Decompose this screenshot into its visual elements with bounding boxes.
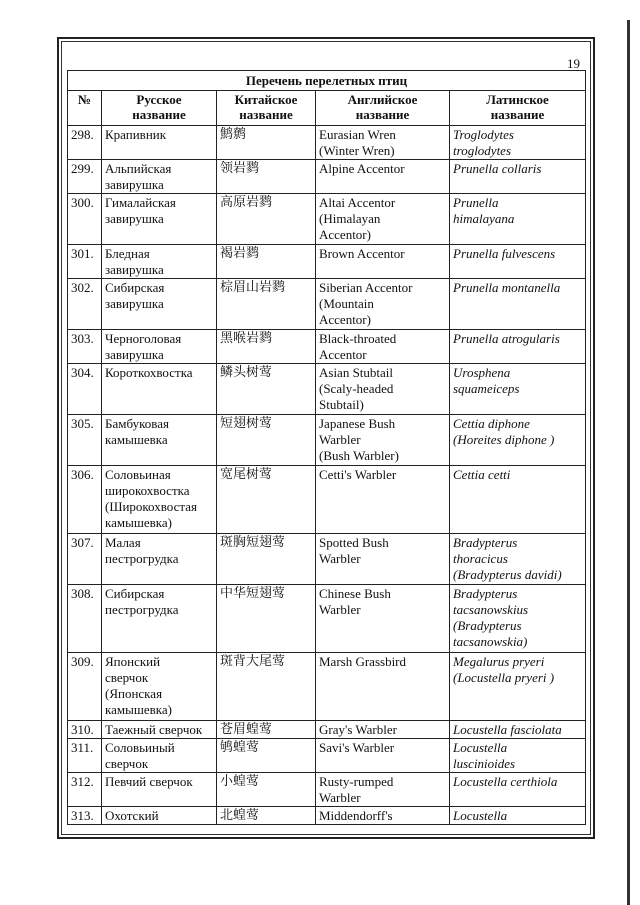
english-name: Middendorff's — [319, 808, 393, 823]
cell-chinese-name — [217, 807, 316, 825]
russian-name: Охотский — [105, 808, 159, 823]
chinese-name: 斑胸短翅莺 — [220, 535, 286, 550]
cell-number — [68, 279, 102, 330]
latin-name: squameiceps — [453, 381, 520, 396]
cell-english-name — [316, 330, 450, 364]
latin-name: Bradypterus — [453, 535, 518, 550]
chinese-name: 小蝗莺 — [220, 774, 260, 789]
chinese-name: 鳞头树莺 — [220, 365, 273, 380]
migratory-birds-table — [67, 70, 586, 825]
table-row — [68, 534, 586, 585]
english-name: Altai Accentor — [319, 195, 396, 210]
latin-name: Prunella collaris — [453, 161, 542, 176]
cell-russian-name — [102, 194, 217, 245]
cell-number — [68, 653, 102, 721]
chinese-name: 黑喉岩鹨 — [220, 331, 273, 346]
cell-russian-name — [102, 534, 217, 585]
cell-english-name — [316, 653, 450, 721]
row-number: 301. — [71, 246, 94, 261]
russian-name: Сибирская — [105, 280, 165, 295]
cell-number — [68, 194, 102, 245]
russian-name: Гималайская — [105, 195, 176, 210]
english-name: Eurasian Wren — [319, 127, 396, 142]
cell-latin-name — [450, 739, 586, 773]
cell-russian-name — [102, 126, 217, 160]
russian-name: Бледная — [105, 246, 150, 261]
russian-name: завирушка — [105, 296, 164, 311]
cell-english-name — [316, 773, 450, 807]
english-name: Alpine Accentor — [319, 161, 405, 176]
cell-chinese-name — [217, 126, 316, 160]
cell-russian-name — [102, 773, 217, 807]
cell-russian-name — [102, 653, 217, 721]
latin-name: Troglodytes — [453, 127, 514, 142]
chinese-name: 斑背大尾莺 — [220, 654, 286, 669]
cell-latin-name — [450, 415, 586, 466]
english-name: Siberian Accentor — [319, 280, 413, 295]
russian-name: Таежный сверчок — [105, 722, 203, 737]
header-la-line2: название — [490, 107, 545, 122]
cell-russian-name — [102, 585, 217, 653]
russian-name: Черноголовая — [105, 331, 182, 346]
russian-name: камышевка) — [105, 702, 172, 717]
cell-chinese-name — [217, 653, 316, 721]
english-name: Gray's Warbler — [319, 722, 397, 737]
table-row — [68, 330, 586, 364]
chinese-name: 宽尾树莺 — [220, 467, 273, 482]
chinese-name: 短翅树莺 — [220, 416, 273, 431]
russian-name: завирушка — [105, 211, 164, 226]
russian-name: завирушка — [105, 347, 164, 362]
cell-latin-name — [450, 194, 586, 245]
english-name: Spotted Bush — [319, 535, 389, 550]
latin-name: Bradypterus — [453, 586, 518, 601]
english-name: Warbler — [319, 432, 361, 447]
row-number: 311. — [71, 740, 94, 755]
header-en-line1: Английское — [347, 92, 418, 107]
english-name: Warbler — [319, 551, 361, 566]
cell-chinese-name — [217, 330, 316, 364]
chinese-name: 北蝗莺 — [220, 808, 260, 823]
english-name: Accentor — [319, 347, 367, 362]
cell-chinese-name — [217, 773, 316, 807]
cell-latin-name — [450, 585, 586, 653]
latin-name: Megalurus pryeri — [453, 654, 545, 669]
row-number: 310. — [71, 722, 94, 737]
russian-name: камышевка) — [105, 515, 172, 530]
russian-name: камышевка — [105, 432, 168, 447]
header-ru — [102, 91, 217, 126]
cell-russian-name — [102, 807, 217, 825]
cell-chinese-name — [217, 534, 316, 585]
cell-english-name — [316, 279, 450, 330]
cell-russian-name — [102, 160, 217, 194]
table-title-row — [68, 71, 586, 91]
russian-name: Малая — [105, 535, 141, 550]
page-edge-shadow — [627, 20, 630, 905]
cell-english-name — [316, 585, 450, 653]
russian-name: сверчок — [105, 756, 149, 771]
header-ru-line2: название — [132, 107, 186, 122]
cell-russian-name — [102, 415, 217, 466]
latin-name: troglodytes — [453, 143, 512, 158]
page-number: 19 — [567, 56, 580, 71]
table-row — [68, 653, 586, 721]
cell-latin-name — [450, 279, 586, 330]
cell-russian-name — [102, 245, 217, 279]
cell-number — [68, 364, 102, 415]
cell-chinese-name — [217, 245, 316, 279]
cell-chinese-name — [217, 364, 316, 415]
russian-name: сверчок — [105, 670, 149, 685]
row-number: 307. — [71, 535, 94, 550]
cell-number — [68, 126, 102, 160]
table-row — [68, 279, 586, 330]
russian-name: Певчий сверчок — [105, 774, 193, 789]
russian-name: Альпийская — [105, 161, 172, 176]
chinese-name: 鹪鹩 — [220, 127, 247, 142]
russian-name: Бамбуковая — [105, 416, 169, 431]
table-row — [68, 245, 586, 279]
table-row — [68, 739, 586, 773]
table-row — [68, 160, 586, 194]
latin-name: (Bradypterus — [453, 618, 522, 633]
russian-name: Соловьиный — [105, 740, 175, 755]
latin-name: Prunella — [453, 195, 499, 210]
cell-english-name — [316, 807, 450, 825]
header-ru-line1: Русское — [136, 92, 182, 107]
row-number: 308. — [71, 586, 94, 601]
chinese-name: 中华短翅莺 — [220, 586, 286, 601]
english-name: Chinese Bush — [319, 586, 391, 601]
english-name: Savi's Warbler — [319, 740, 395, 755]
latin-name: Locustella fasciolata — [453, 722, 562, 737]
english-name: Warbler — [319, 790, 361, 805]
chinese-name: 褐岩鹨 — [220, 246, 260, 261]
chinese-name: 苍眉蝗莺 — [220, 722, 273, 737]
cell-number — [68, 585, 102, 653]
table-row — [68, 807, 586, 825]
russian-name: широкохвостка — [105, 483, 190, 498]
cell-latin-name — [450, 721, 586, 739]
cell-english-name — [316, 194, 450, 245]
cell-latin-name — [450, 773, 586, 807]
table-header-row — [68, 91, 586, 126]
cell-number — [68, 415, 102, 466]
latin-name: (Locustella pryeri ) — [453, 670, 555, 685]
cell-latin-name — [450, 330, 586, 364]
cell-latin-name — [450, 245, 586, 279]
table-body — [68, 126, 586, 825]
cell-chinese-name — [217, 415, 316, 466]
row-number: 309. — [71, 654, 94, 669]
cell-english-name — [316, 160, 450, 194]
cell-number — [68, 160, 102, 194]
latin-name: Locustella certhiola — [453, 774, 558, 789]
cell-english-name — [316, 466, 450, 534]
header-num-label: № — [77, 92, 92, 107]
english-name: Brown Accentor — [319, 246, 405, 261]
cell-number — [68, 721, 102, 739]
english-name: Asian Stubtail — [319, 365, 394, 380]
header-zh-line2: название — [239, 107, 293, 122]
row-number: 304. — [71, 365, 94, 380]
header-zh — [217, 91, 316, 126]
latin-name: (Bradypterus davidi) — [453, 567, 562, 582]
row-number: 298. — [71, 127, 94, 142]
english-name: Marsh Grassbird — [319, 654, 407, 669]
chinese-name: 鸲蝗莺 — [220, 740, 260, 755]
english-name: (Himalayan — [319, 211, 381, 226]
header-la — [450, 91, 586, 126]
table-row — [68, 773, 586, 807]
cell-latin-name — [450, 466, 586, 534]
russian-name: завирушка — [105, 262, 164, 277]
cell-latin-name — [450, 126, 586, 160]
cell-russian-name — [102, 466, 217, 534]
english-name: Japanese Bush — [319, 416, 396, 431]
cell-chinese-name — [217, 585, 316, 653]
cell-english-name — [316, 126, 450, 160]
latin-name: tacsanowskius — [453, 602, 529, 617]
cell-latin-name — [450, 160, 586, 194]
cell-chinese-name — [217, 160, 316, 194]
row-number: 313. — [71, 808, 94, 823]
latin-name: tacsanowskia) — [453, 634, 528, 649]
russian-name: Короткохвостка — [105, 365, 193, 380]
latin-name: Prunella montanella — [453, 280, 561, 295]
cell-russian-name — [102, 364, 217, 415]
table-row — [68, 721, 586, 739]
cell-number — [68, 534, 102, 585]
latin-name: Prunella atrogularis — [453, 331, 560, 346]
latin-name: himalayana — [453, 211, 515, 226]
latin-name: Cettia diphone — [453, 416, 530, 431]
header-la-line1: Латинское — [486, 92, 549, 107]
english-name: (Mountain — [319, 296, 374, 311]
english-name: Warbler — [319, 602, 361, 617]
header-en — [316, 91, 450, 126]
russian-name: Соловьиная — [105, 467, 171, 482]
english-name: Accentor) — [319, 227, 371, 242]
cell-latin-name — [450, 807, 586, 825]
table-row — [68, 585, 586, 653]
latin-name: Locustella — [453, 740, 508, 755]
cell-number — [68, 330, 102, 364]
english-name: (Bush Warbler) — [319, 448, 399, 463]
cell-english-name — [316, 415, 450, 466]
latin-name: luscinioides — [453, 756, 516, 771]
cell-english-name — [316, 739, 450, 773]
cell-chinese-name — [217, 739, 316, 773]
header-zh-line1: Китайское — [234, 92, 298, 107]
cell-english-name — [316, 534, 450, 585]
header-en-line2: название — [355, 107, 410, 122]
cell-russian-name — [102, 739, 217, 773]
cell-number — [68, 739, 102, 773]
russian-name: (Широкохвостая — [105, 499, 197, 514]
cell-russian-name — [102, 330, 217, 364]
cell-chinese-name — [217, 721, 316, 739]
latin-name: Locustella — [453, 808, 508, 823]
cell-latin-name — [450, 653, 586, 721]
english-name: Rusty-rumped — [319, 774, 394, 789]
russian-name: завирушка — [105, 177, 164, 192]
table-title: Перечень перелетных птиц — [68, 71, 586, 91]
cell-number — [68, 807, 102, 825]
cell-english-name — [316, 364, 450, 415]
header-num — [68, 91, 102, 126]
row-number: 312. — [71, 774, 94, 789]
cell-chinese-name — [217, 466, 316, 534]
latin-name: thoracicus — [453, 551, 508, 566]
chinese-name: 高原岩鹨 — [220, 195, 273, 210]
row-number: 303. — [71, 331, 94, 346]
cell-chinese-name — [217, 194, 316, 245]
english-name: (Winter Wren) — [319, 143, 395, 158]
english-name: Black-throated — [319, 331, 397, 346]
chinese-name: 棕眉山岩鹨 — [220, 280, 286, 295]
row-number: 305. — [71, 416, 94, 431]
cell-russian-name — [102, 279, 217, 330]
cell-number — [68, 773, 102, 807]
russian-name: пестрогрудка — [105, 551, 179, 566]
russian-name: Японский — [105, 654, 161, 669]
chinese-name: 领岩鹨 — [220, 161, 260, 176]
russian-name: (Японская — [105, 686, 163, 701]
row-number: 306. — [71, 467, 94, 482]
table-row — [68, 194, 586, 245]
table-row — [68, 126, 586, 160]
russian-name: Крапивник — [105, 127, 167, 142]
cell-latin-name — [450, 364, 586, 415]
latin-name: Cettia cetti — [453, 467, 511, 482]
english-name: Accentor) — [319, 312, 371, 327]
cell-latin-name — [450, 534, 586, 585]
cell-number — [68, 466, 102, 534]
table-row — [68, 466, 586, 534]
cell-number — [68, 245, 102, 279]
cell-chinese-name — [217, 279, 316, 330]
table-row — [68, 364, 586, 415]
english-name: Cetti's Warbler — [319, 467, 397, 482]
english-name: Stubtail) — [319, 397, 364, 412]
latin-name: (Horeites diphone ) — [453, 432, 555, 447]
english-name: (Scaly-headed — [319, 381, 394, 396]
russian-name: пестрогрудка — [105, 602, 179, 617]
row-number: 302. — [71, 280, 94, 295]
latin-name: Urosphena — [453, 365, 511, 380]
cell-russian-name — [102, 721, 217, 739]
latin-name: Prunella fulvescens — [453, 246, 556, 261]
table-row — [68, 415, 586, 466]
row-number: 300. — [71, 195, 94, 210]
russian-name: Сибирская — [105, 586, 165, 601]
cell-english-name — [316, 721, 450, 739]
cell-english-name — [316, 245, 450, 279]
row-number: 299. — [71, 161, 94, 176]
